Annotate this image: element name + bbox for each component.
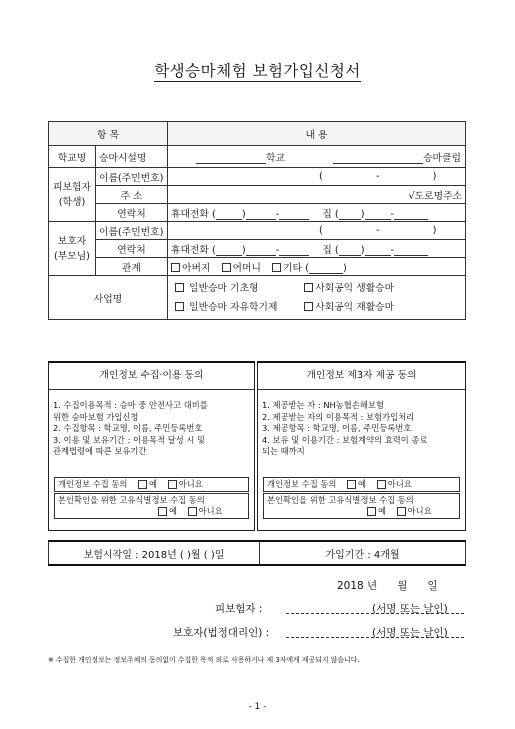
insured-sign-label: 피보험자 : bbox=[215, 603, 263, 615]
insured-name-id-label: 이름(주민번호) bbox=[96, 168, 168, 186]
guardian-sign-label: 보호자(법정대리인) : bbox=[173, 627, 270, 639]
insured-contact-field[interactable]: 휴대전화 ( ) - 집 ( ) - bbox=[168, 204, 466, 222]
unique-yes-checkbox[interactable] bbox=[158, 507, 167, 516]
third-party-yes-checkbox[interactable] bbox=[347, 480, 356, 489]
guardian-name-id-label: 이름(주민번호) bbox=[96, 222, 168, 240]
address-label: 주 소 bbox=[96, 186, 168, 204]
consent-third-party-box bbox=[257, 361, 466, 531]
biz-life-checkbox[interactable] bbox=[304, 283, 313, 292]
road-address-check[interactable]: √도로명주소 bbox=[408, 190, 462, 202]
relation-label: 관계 bbox=[96, 258, 168, 276]
riding-facility-label: 승마시설명 bbox=[96, 146, 168, 168]
biz-free-semester-checkbox[interactable] bbox=[175, 302, 184, 311]
consent-collection-box bbox=[48, 361, 255, 531]
privacy-notice: ※ 수집한 개인정보는 정보주체의 동의없이 수집한 목적 외로 사용하거나 제 3자에게 제공되지 않습니다. bbox=[48, 656, 360, 664]
third-party-no-checkbox[interactable] bbox=[377, 480, 386, 489]
consent-collection-title: 개인정보 수집·이용 동의 bbox=[49, 363, 254, 390]
insured-name-id-field[interactable]: ( - ) bbox=[168, 168, 466, 186]
biz-rehab-checkbox[interactable] bbox=[304, 302, 313, 311]
other-checkbox[interactable] bbox=[272, 263, 281, 272]
list-item: 4. 보유 및 이용기간 : 보험계약의 효력이 종료 bbox=[262, 434, 428, 445]
list-item: 위한 승마보험 가입신청 bbox=[53, 411, 139, 422]
list-item: 3. 이용 및 보유기간 : 이용목적 달성 시 및 bbox=[53, 434, 206, 445]
guardian-contact-label: 연락처 bbox=[96, 240, 168, 258]
guardian-sign-note: (서명 또는 날인) bbox=[372, 627, 448, 639]
business-options: 일반승마 기초형 사회공익 생활승마 일반승마 자유학기제 사회공익 재활승마 bbox=[168, 276, 466, 320]
insurance-period-table bbox=[48, 540, 466, 566]
header-content: 내 용 bbox=[168, 122, 466, 146]
business-label: 사업명 bbox=[49, 276, 168, 320]
father-checkbox[interactable] bbox=[171, 263, 180, 272]
address-field[interactable] bbox=[168, 186, 466, 204]
list-item: 관계법령에 따른 보유기간 bbox=[53, 446, 147, 456]
collection-no-checkbox[interactable] bbox=[168, 480, 177, 489]
third-party-unique-row: 본인확인을 위한 고유식별정보 수집 동의 예 아니요 bbox=[263, 493, 460, 519]
guardian-name-id-field[interactable]: ( - ) bbox=[168, 222, 466, 240]
biz-basic-checkbox[interactable] bbox=[175, 283, 184, 292]
collection-yes-checkbox[interactable] bbox=[138, 480, 147, 489]
unique-no-checkbox[interactable] bbox=[188, 507, 197, 516]
third-unique-yes-checkbox[interactable] bbox=[367, 507, 376, 516]
collection-agree-row: 개인정보 수집 동의 예 아니요 bbox=[54, 477, 249, 492]
list-item: 2. 수집항목 : 학교명, 이름, 주민등록번호 bbox=[53, 423, 203, 433]
list-item: 1. 제공받는 자 : NH농협손해보험 bbox=[262, 400, 384, 410]
guardian-label: 보호자 (부모님) bbox=[49, 222, 96, 276]
unique-id-agree-row: 본인확인을 위한 고유식별정보 수집 동의 예 아니요 bbox=[54, 493, 249, 519]
page-title: 학생승마체험 보험가입신청서 bbox=[154, 62, 361, 80]
school-label: 학교명 bbox=[49, 146, 96, 168]
list-item: 2. 제공받는 자의 이용목적 : 보험가입처리 bbox=[262, 411, 415, 422]
insured-label: 피보험자 (학생) bbox=[49, 168, 96, 222]
third-unique-no-checkbox[interactable] bbox=[397, 507, 406, 516]
page-number: - 1 - bbox=[248, 702, 267, 712]
insured-contact-label: 연락처 bbox=[96, 204, 168, 222]
header-item: 항 목 bbox=[49, 122, 168, 146]
signature-date[interactable]: 2018 년 월 일 bbox=[337, 580, 438, 592]
list-item: 되는 때까지 bbox=[262, 446, 305, 456]
application-table bbox=[48, 121, 466, 320]
start-date-field[interactable]: 보험시작일 : 2018년 ( )월 ( )일 bbox=[49, 541, 260, 565]
mother-checkbox[interactable] bbox=[222, 263, 231, 272]
list-item: 1. 수집이용목적 : 승마 중 안전사고 대비를 bbox=[53, 400, 208, 410]
consent-third-party-title: 개인정보 제3자 제공 동의 bbox=[258, 363, 465, 390]
list-item: 3. 제공항목 : 학교명, 이름, 주민등록번호 bbox=[262, 423, 412, 433]
insured-sign-note: (서명 또는 날인) bbox=[372, 603, 448, 615]
relation-field[interactable]: 아버지 어머니 기타 ( ) bbox=[168, 258, 466, 276]
school-club-field[interactable]: 학교 승마클럽 bbox=[168, 146, 466, 168]
period-label: 가입기간 : 4개월 bbox=[260, 541, 466, 565]
guardian-contact-field[interactable]: 휴대전화 ( ) - 집 ( ) - bbox=[168, 240, 466, 258]
third-party-agree-row: 개인정보 수집 동의 예 아니요 bbox=[263, 477, 460, 492]
